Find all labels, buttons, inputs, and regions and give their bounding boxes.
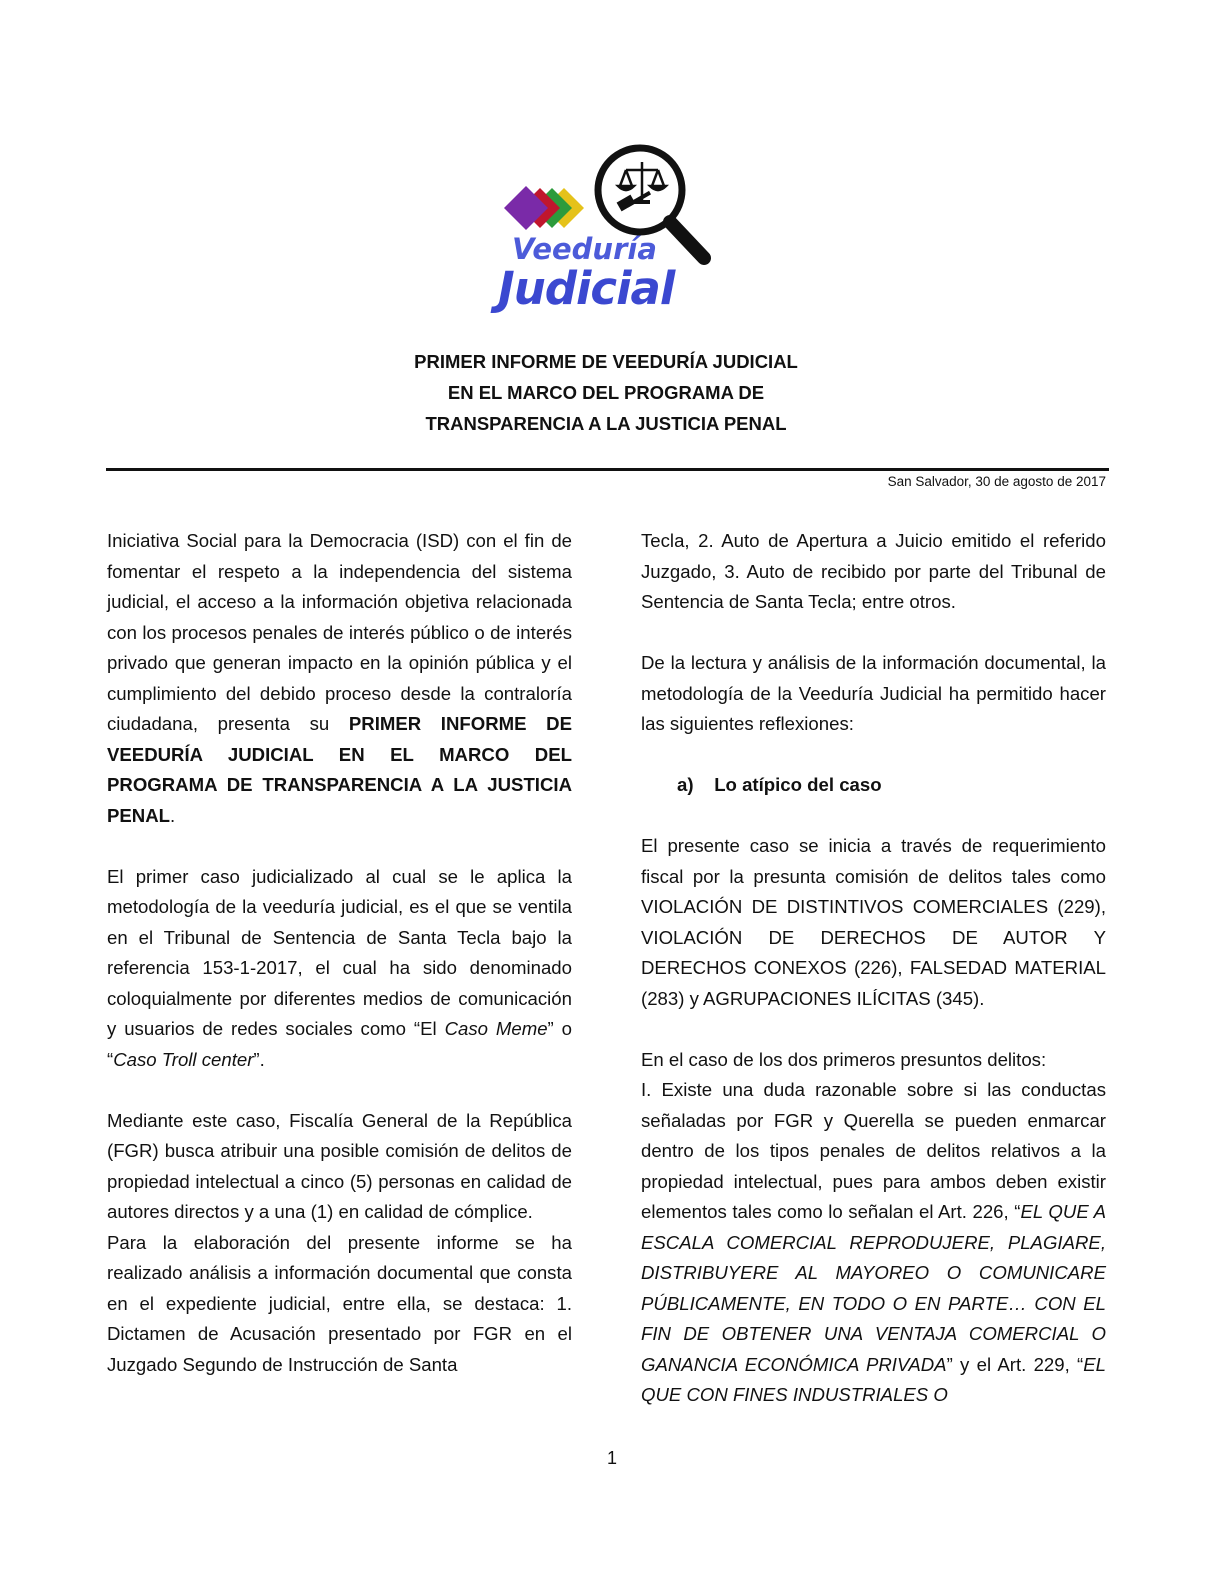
title-line-3: TRANSPARENCIA A LA JUSTICIA PENAL <box>425 413 787 434</box>
left-paragraph-2: El primer caso judicializado al cual se le aplica la metodología de la veeduría judicial, es el que se ventila en el Tribunal de Sentencia de Santa Tecla bajo la referencia 153-1-2017, el cual ha sido denominado coloquialmente por diferentes medios de comunicación y usuarios de redes sociales como “El Caso Meme” o “Caso Troll center”. <box>107 865 572 1070</box>
left-paragraph-4: Para la elaboración del presente informe se ha realizado análisis a información documental que consta en el expediente judicial, entre ella, se destaca: 1. Dictamen de Acusación presentado por FGR en el Juzgado Segundo de Instrucción de Santa <box>107 1231 572 1375</box>
document-title <box>300 346 912 439</box>
magnifier-handle <box>670 222 704 258</box>
logo-wordmark-judicial: Judicial <box>498 262 675 315</box>
page-number: 1 <box>606 1448 617 1468</box>
left-paragraph-3: Mediante este caso, Fiscalía General de la República (FGR) busca atribuir una posible comisión de delitos de propiedad intelectual a cinco (5) personas en calidad de autores directos y a una (1) en calidad de cómplice. <box>107 1109 572 1222</box>
section-heading-a: a) Lo atípico del caso <box>677 774 882 795</box>
caso-troll-italic: Caso Troll center <box>113 1048 254 1070</box>
art-229-quote: EL QUE CON FINES INDUSTRIALES O <box>641 1353 1106 1405</box>
title-line-2: EN EL MARCO DEL PROGRAMA DE <box>447 382 765 403</box>
right-paragraph-5: I. Existe una duda razonable sobre si las conductas señaladas por FGR y Querella se pueden enmarcar dentro de los tipos penales de delitos relativos a la propiedad intelectual, pues para ambos deben existir elementos tales como lo señalan el Art. 226, “EL QUE A ESCALA COMERCIAL REPRODUJERE, PLAGIARE, DISTRIBUYERE AL MAYOREO O COMUNICARE PÚBLICAMENTE, EN TODO O EN PARTE… CON EL FIN DE OBTENER UNA VENTAJA COMERCIAL O GANANCIA ECONÓMICA PRIVADA” y el Art. 229, “EL QUE CON FINES INDUSTRIALES O <box>641 1079 1107 1405</box>
report-title-bold: PRIMER INFORME DE VEEDURÍA JUDICIAL EN EL MARCO DEL PROGRAMA DE TRANSPARENCIA A LA JUSTICIA PENAL <box>107 713 572 826</box>
header-divider <box>106 468 1109 471</box>
art-226-quote: EL QUE A ESCALA COMERCIAL REPRODUJERE, PLAGIARE, DISTRIBUYERE AL MAYOREO O COMUNICARE PÚBLICAMENTE, EN TODO O EN PARTE… CON EL FIN DE OBTENER UNA VENTAJA COMERCIAL O GANANCIA ECONÓMICA PRIVADA <box>641 1201 1107 1375</box>
title-line-1: PRIMER INFORME DE VEEDURÍA JUDICIAL <box>414 351 798 372</box>
right-column <box>641 526 1106 1411</box>
caso-meme-italic: Caso Meme <box>444 1018 548 1039</box>
right-paragraph-3: El presente caso se inicia a través de requerimiento fiscal por la presunta comisión de delitos tales como VIOLACIÓN DE DISTINTIVOS COMERCIALES (229), VIOLACIÓN DE DERECHOS DE AUTOR Y DERECHOS CONEXOS (226), FALSEDAD MATERIAL (283) y AGRUPACIONES ILÍCITAS (345). <box>641 835 1106 1009</box>
right-paragraph-2: De la lectura y análisis de la información documental, la metodología de la Veeduría Judicial ha permitido hacer las siguientes reflexiones: <box>641 652 1106 734</box>
veeduria-judicial-logo <box>500 140 720 320</box>
logo-wordmark-veeduria: Veeduría <box>512 232 657 266</box>
right-paragraph-4: En el caso de los dos primeros presuntos delitos: <box>641 1048 1047 1070</box>
document-date: San Salvador, 30 de agosto de 2017 <box>887 474 1106 489</box>
left-column <box>107 526 572 1380</box>
right-paragraph-1: Tecla, 2. Auto de Apertura a Juicio emitido el referido Juzgado, 3. Auto de recibido por parte del Tribunal de Sentencia de Santa Tecla; entre otros. <box>641 530 1106 612</box>
left-paragraph-1: Iniciativa Social para la Democracia (ISD) con el fin de fomentar el respeto a la independencia del sistema judicial, el acceso a la información objetiva relacionada con los procesos penales de interés público o de interés privado que generan impacto en la opinión pública y el cumplimiento del debido proceso desde la contraloría ciudadana, presenta su PRIMER INFORME DE VEEDURÍA JUDICIAL EN EL MARCO DEL PROGRAMA DE TRANSPARENCIA A LA JUSTICIA PENAL. <box>107 530 572 826</box>
